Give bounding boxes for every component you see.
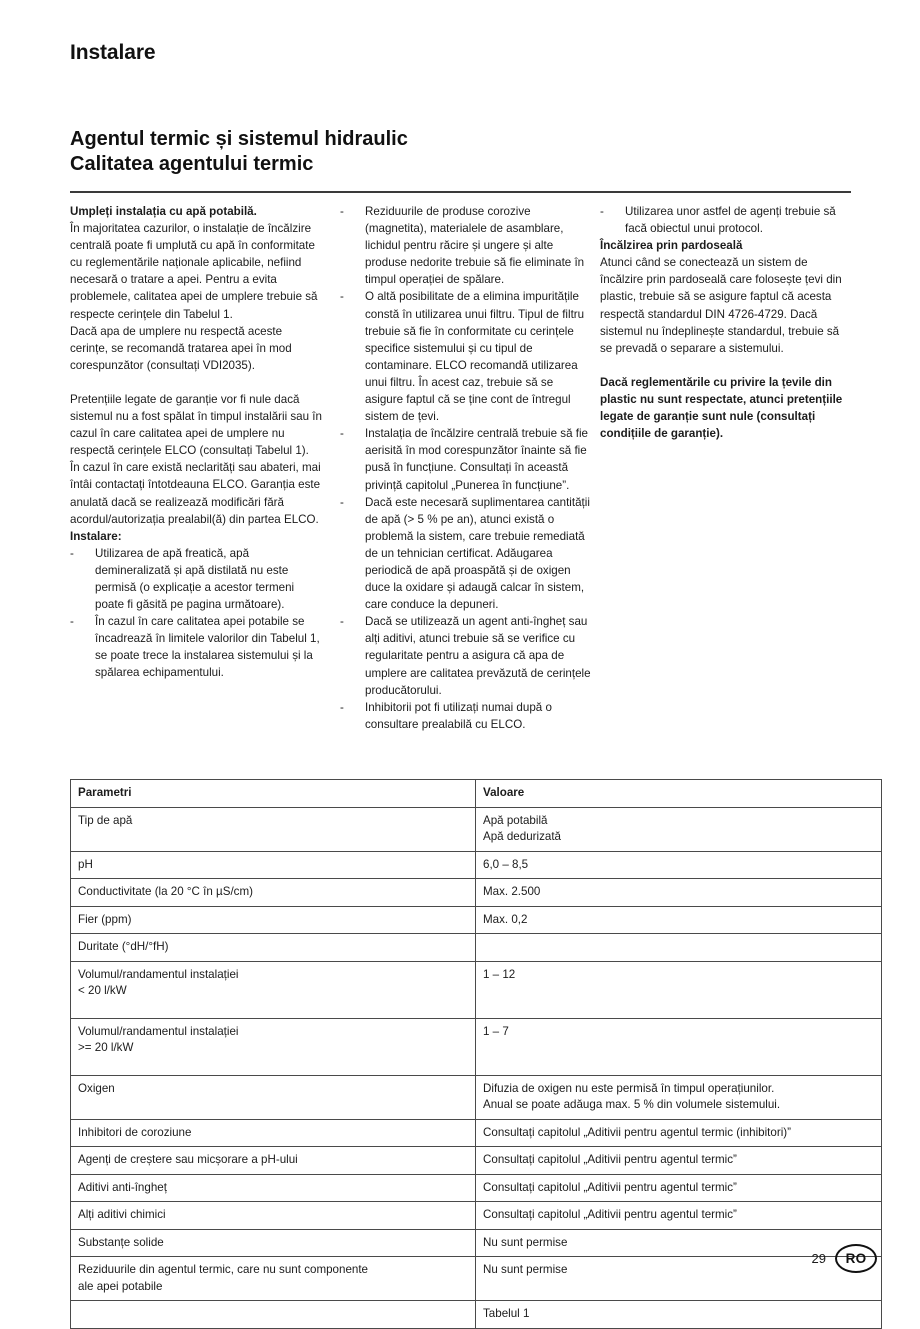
table-cell-value: Consultați capitolul „Aditivii pentru agentul termic” bbox=[476, 1147, 882, 1175]
list-item bbox=[70, 613, 323, 681]
table-header-row bbox=[71, 780, 882, 808]
column2-bullet-list bbox=[340, 203, 593, 733]
table-cell-parameter: Duritate (°dH/°fH) bbox=[71, 934, 476, 962]
table-cell-parameter: Substanțe solide bbox=[71, 1229, 476, 1257]
list-item-text: Instalația de încălzire centrală trebuie să fie aerisită în mod corespunzător înainte să fie pusă în funcțiune. Consultați în această privință capitolul „Punerea în funcțiune”. bbox=[365, 427, 588, 492]
table-cell-value: Consultați capitolul „Aditivii pentru agentul termic (inhibitori)” bbox=[476, 1119, 882, 1147]
list-item bbox=[340, 699, 593, 733]
table-row bbox=[71, 934, 882, 962]
list-item bbox=[340, 425, 593, 493]
dash-bullet-icon: - bbox=[70, 546, 74, 560]
table-cell-value: Nu sunt permise bbox=[476, 1257, 882, 1301]
list-item-text: Dacă se utilizează un agent anti-îngheț sau alți aditivi, atunci trebuie să se verifice cu regularitate pentru a asigura că apa de umplere are calitatea prevăzută de cerințele producătorului. bbox=[365, 615, 591, 697]
table-cell-parameter: Tip de apă bbox=[71, 807, 476, 851]
dash-bullet-icon: - bbox=[340, 290, 344, 304]
column3-paragraph-1: Atunci când se conectează un sistem de încălzire prin pardoseală care folosește țevi din plastic, trebuie să se asigure faptul că acesta respectă standardul DIN 4726-4729. Dacă sistemul nu îndeplinește standardul, trebuie să se prevadă o separare a sistemului. bbox=[600, 256, 842, 355]
water-quality-table bbox=[70, 779, 882, 1329]
column1-paragraph-3: Pretențiile legate de garanție vor fi nule dacă sistemul nu a fost spălat în timpul instalării sau în cazul în care calitatea apei de umplere nu respectă cerințele ELCO (consultați Tabelul 1). bbox=[70, 392, 322, 458]
table-cell-parameter: pH bbox=[71, 851, 476, 879]
text-column-2 bbox=[340, 203, 593, 733]
text-column-3 bbox=[600, 203, 853, 442]
table-row bbox=[71, 961, 882, 1018]
table-row bbox=[71, 1018, 882, 1075]
column1-paragraph-4: În cazul în care există neclarități sau abateri, mai întâi contactați întotdeauna ELCO. Garanția este anulată dacă se realizează modificări fără acordul/autorizația prealabil(ă) din partea ELCO. bbox=[70, 461, 321, 526]
heading-divider bbox=[70, 191, 851, 193]
dash-bullet-icon: - bbox=[340, 495, 344, 509]
table-row bbox=[71, 851, 882, 879]
list-item bbox=[600, 203, 853, 237]
dash-bullet-icon: - bbox=[600, 205, 604, 218]
table-cell-parameter: Reziduurile din agentul termic, care nu sunt componente ale apei potabile bbox=[71, 1257, 476, 1301]
table-row bbox=[71, 1229, 882, 1257]
table-cell-parameter: Volumul/randamentul instalației >= 20 l/kW bbox=[71, 1018, 476, 1075]
table-cell-value: Difuzia de oxigen nu este permisă în timpul operațiunilor. Anual se poate adăuga max. 5 % din volumele sistemului. bbox=[476, 1075, 882, 1119]
chapter-title: Instalare bbox=[70, 41, 156, 64]
text-column-1 bbox=[70, 203, 323, 682]
table-cell-value: 6,0 – 8,5 bbox=[476, 851, 882, 879]
dash-bullet-icon: - bbox=[340, 700, 344, 714]
table-cell-value: Max. 0,2 bbox=[476, 906, 882, 934]
table-head bbox=[71, 780, 882, 808]
section-heading bbox=[70, 127, 860, 177]
column3-subheading: Încălzirea prin pardoseală bbox=[600, 239, 743, 253]
list-item bbox=[340, 203, 593, 288]
section-heading-line-2: Calitatea agentului termic bbox=[70, 153, 314, 175]
list-item bbox=[340, 494, 593, 614]
table-header-value: Valoare bbox=[476, 780, 882, 808]
table-cell-parameter: Conductivitate (la 20 °C în µS/cm) bbox=[71, 879, 476, 907]
locale-badge: RO bbox=[835, 1244, 877, 1273]
table-cell-parameter: Volumul/randamentul instalației < 20 l/kW bbox=[71, 961, 476, 1018]
table-row bbox=[71, 807, 882, 851]
column3-bullet-list bbox=[600, 203, 853, 237]
table-cell-value: Nu sunt permise bbox=[476, 1229, 882, 1257]
list-item bbox=[70, 545, 323, 613]
column1-paragraph-1 bbox=[70, 203, 323, 374]
column1-paragraph-1-body: În majoritatea cazurilor, o instalație de încălzire centrală poate fi umplută cu apă în conformitate cu reglementările naționale aplicabile, nefiind necesară o tratare a apei. Pentru a evita problemele, calitatea apei de umplere trebuie să respecte cerințele din Tabelul 1. bbox=[70, 222, 318, 321]
dash-bullet-icon: - bbox=[340, 427, 344, 441]
list-item-text: Utilizarea unor astfel de agenți trebuie să facă obiectul unui protocol. bbox=[625, 205, 836, 236]
column1-subheading: Instalare: bbox=[70, 529, 122, 543]
list-item bbox=[340, 613, 593, 698]
table-cell-parameter bbox=[71, 1301, 476, 1329]
list-item-text: Utilizarea de apă freatică, apă demineralizată și apă distilată nu este permisă (o explicație a acestor termeni poate fi găsită pe pagina următoare). bbox=[95, 546, 295, 612]
table-row bbox=[71, 1202, 882, 1230]
list-item bbox=[340, 288, 593, 425]
table-row bbox=[71, 1075, 882, 1119]
table-cell-value bbox=[476, 934, 882, 962]
table-cell-parameter: Agenți de creștere sau micșorare a pH-ului bbox=[71, 1147, 476, 1175]
dash-bullet-icon: - bbox=[340, 205, 344, 218]
table-cell-parameter: Alți aditivi chimici bbox=[71, 1202, 476, 1230]
page-number: 29 bbox=[811, 1251, 826, 1266]
table-cell-value: 1 – 7 bbox=[476, 1018, 882, 1075]
list-item-text: Dacă este necesară suplimentarea cantității de apă (> 5 % pe an), atunci există o problemă la sistem, care trebuie remediată de un tehnician certificat. Adăugarea periodică de apă proaspătă și de oxigen duce la oxidare și adaugă calcar în sistem, care conduce la depuneri. bbox=[365, 495, 590, 612]
table-row bbox=[71, 1301, 882, 1329]
list-item-text: Reziduurile de produse corozive (magnetita), materialele de asamblare, lichidul pentru răcire și ungere și alte produse nedorite trebuie să fie eliminate în timpul operației de spălare. bbox=[365, 205, 585, 287]
dash-bullet-icon: - bbox=[70, 615, 74, 629]
table-cell-value: Consultați capitolul „Aditivii pentru agentul termic” bbox=[476, 1202, 882, 1230]
table-cell-parameter: Oxigen bbox=[71, 1075, 476, 1119]
column3-warranty-note: Dacă reglementările cu privire la țevile din plastic nu sunt respectate, atunci pretențiile legate de garanție sunt nule (consultați condițiile de garanție). bbox=[600, 375, 843, 441]
list-item-text: O altă posibilitate de a elimina impuritățile constă în utilizarea unui filtru. Tipul de filtru trebuie să fie în conformitate cu cerințele specifice sistemului și cu tipul de contaminare. ELCO recomandă utilizarea unui filtru. În acest caz, trebuie să se asigure faptul că se ține cont de întregul sistem de țevi. bbox=[365, 290, 585, 424]
table-row bbox=[71, 906, 882, 934]
table-row bbox=[71, 1257, 882, 1301]
table-cell-value: Max. 2.500 bbox=[476, 879, 882, 907]
table-row bbox=[71, 879, 882, 907]
page-footer bbox=[812, 1244, 877, 1273]
table-body bbox=[71, 807, 882, 1328]
table-header-parameter: Parametri bbox=[71, 780, 476, 808]
table-cell-value: 1 – 12 bbox=[476, 961, 882, 1018]
table-row bbox=[71, 1147, 882, 1175]
table-cell-parameter: Fier (ppm) bbox=[71, 906, 476, 934]
column1-paragraph-2-body: Dacă apa de umplere nu respectă aceste cerințe, se recomandă tratarea apei în mod corespunzător (consultați VDI2035). bbox=[70, 324, 292, 372]
section-heading-line-1: Agentul termic și sistemul hidraulic bbox=[70, 128, 408, 150]
column1-bullet-list bbox=[70, 545, 323, 682]
table-row bbox=[71, 1174, 882, 1202]
column1-lead-bold: Umpleți instalația cu apă potabilă. bbox=[70, 205, 257, 218]
table-cell-parameter: Inhibitori de coroziune bbox=[71, 1119, 476, 1147]
table-cell-parameter: Aditivi anti-îngheț bbox=[71, 1174, 476, 1202]
list-item-text: În cazul în care calitatea apei potabile se încadrează în limitele valorilor din Tabelul 1, se poate trece la instalarea sistemului și la spălarea echipamentului. bbox=[95, 615, 320, 680]
table-cell-value: Apă potabilă Apă dedurizată bbox=[476, 807, 882, 851]
list-item-text: Inhibitorii pot fi utilizați numai după o consultare prealabilă cu ELCO. bbox=[365, 700, 552, 731]
table-cell-value: Consultați capitolul „Aditivii pentru agentul termic” bbox=[476, 1174, 882, 1202]
table-row bbox=[71, 1119, 882, 1147]
dash-bullet-icon: - bbox=[340, 615, 344, 629]
table-caption-cell: Tabelul 1 bbox=[476, 1301, 882, 1329]
